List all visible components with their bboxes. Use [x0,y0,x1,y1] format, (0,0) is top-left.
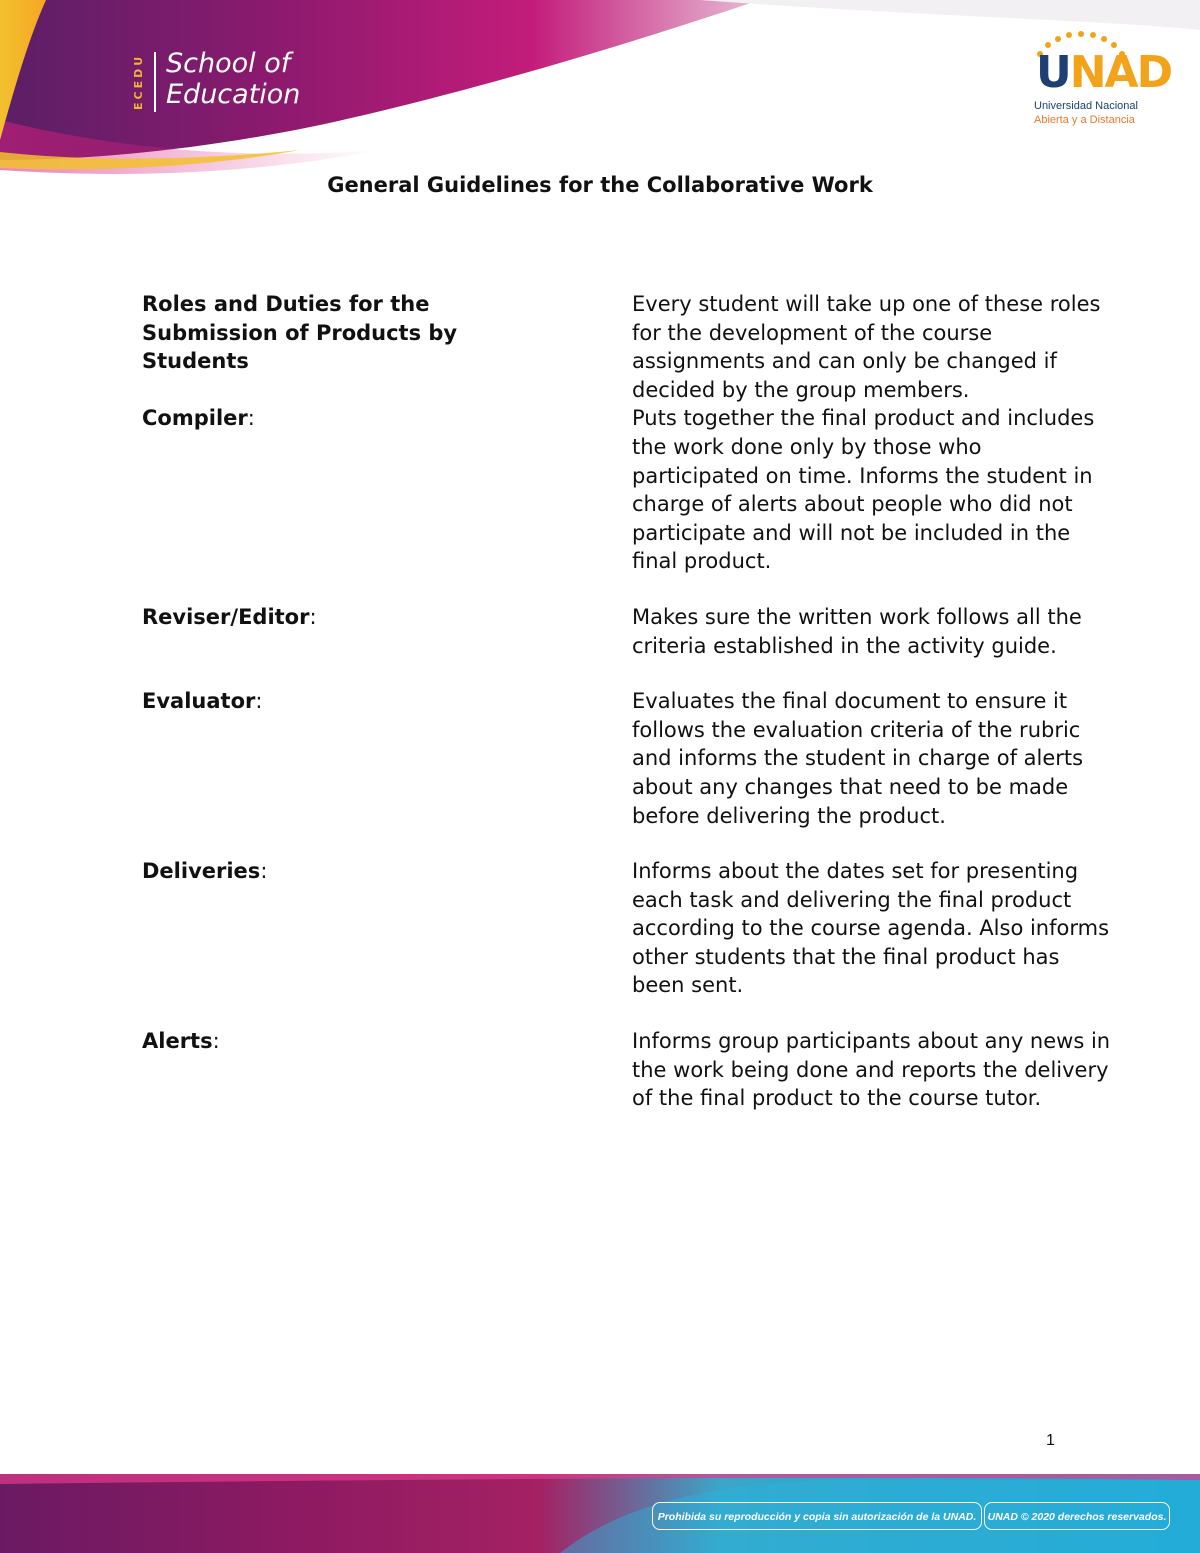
intro-description: Every student will take up one of these roles for the development of the course assignments and can only be changed if decided by the group members. [632,292,1101,402]
role-suffix: : [260,859,268,884]
logo-divider [154,52,156,112]
role-suffix: : [255,689,263,714]
role-description: Evaluates the final document to ensure it follows the evaluation criteria of the rubric and informs the student in charge of alerts about any changes that need to be made before delivering the product. [632,689,1084,828]
page-number: 1 [1046,1432,1055,1449]
role-suffix: : [309,604,317,629]
intro-heading: Roles and Duties for the Submission of Products by Students [142,292,458,374]
intro-row [142,290,1112,404]
role-name: Alerts [142,1029,213,1054]
school-name: School of Education [166,48,301,110]
role-row-alerts [142,1027,1112,1113]
role-suffix: : [247,406,255,431]
role-label [142,687,632,716]
role-description: Makes sure the written work follows all the criteria established in the activity guide. [632,604,1082,658]
footer-reproduction-notice: Prohibida su reproducción y copia sin autorización de la UNAD. [652,1502,982,1530]
role-label [142,404,632,433]
role-description: Informs about the dates set for presenting each task and delivering the final product according to the course agenda. Also informs other students that the final product has been sent. [632,859,1110,998]
ecedu-label: ECEDU [132,53,145,111]
role-row-evaluator [142,687,1112,830]
role-name: Deliveries [142,859,261,884]
role-row-deliveries [142,857,1112,1000]
role-label [142,603,632,632]
footer-rights-notice: UNAD © 2020 derechos reservados. [984,1502,1170,1530]
role-label [142,857,632,886]
document-title: General Guidelines for the Collaborative Work [327,173,873,197]
role-label [142,1027,632,1056]
role-row-reviser-editor [142,603,1112,660]
unad-name-line1: Universidad Nacional [1034,100,1138,112]
role-row-compiler [142,404,1112,576]
role-description: Informs group participants about any news in the work being done and reports the delivery of the final product to the course tutor. [632,1029,1111,1111]
role-name: Evaluator [142,689,256,714]
unad-logo [1030,28,1172,132]
role-suffix: : [212,1029,220,1054]
role-name: Reviser/Editor [142,604,310,629]
roles-section [142,290,1112,1113]
unad-wordmark: UNAD [1036,47,1172,98]
role-name: Compiler [142,406,248,431]
role-description: Puts together the final product and includes the work done only by those who participated on time. Informs the student in charge of alerts about people who did not participate and will not be included in the final product. [632,406,1095,574]
unad-name-line2: Abierta y a Distancia [1034,114,1135,126]
